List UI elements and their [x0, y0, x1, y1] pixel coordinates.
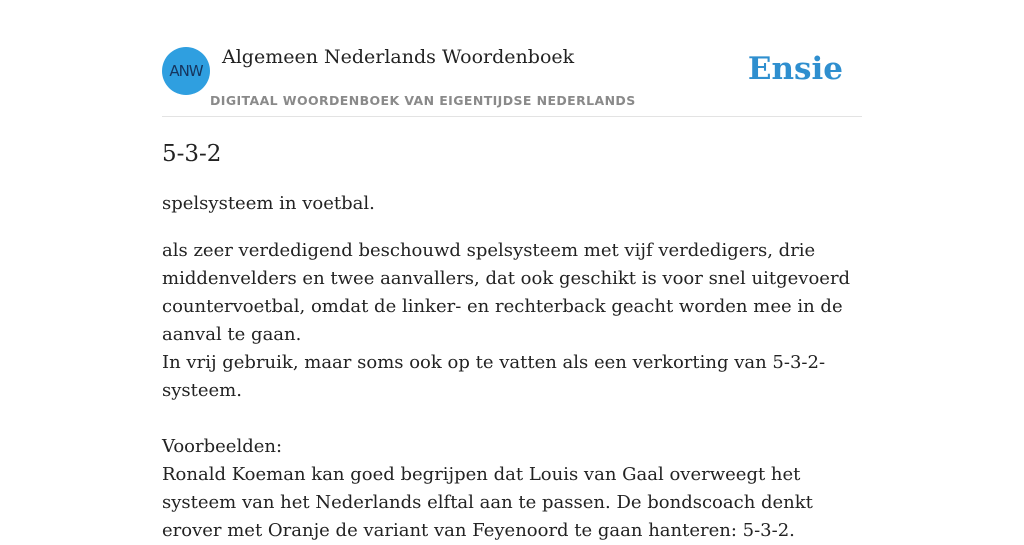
site-title[interactable]: Algemeen Nederlands Woordenboek — [222, 46, 575, 68]
ensie-brand-link[interactable]: Ensie — [747, 51, 843, 87]
entry-headword: 5-3-2 — [162, 141, 222, 167]
site-subtitle: DIGITAAL WOORDENBOEK VAN EIGENTIJDSE NEDERLANDS — [210, 93, 636, 108]
spacer — [162, 405, 867, 433]
anw-logo[interactable] — [162, 47, 210, 95]
site-header — [162, 40, 862, 117]
entry-content — [162, 138, 867, 545]
entry-explanation: als zeer verdedigend beschouwd spelsysteem met vijf verdedigers, drie middenvelders en twee aanvallers, dat ook geschikt is voor snel uitgevoerd countervoetbal, omdat de linker- en rechterback geacht worden mee in de aanval te gaan. — [162, 240, 851, 345]
examples-label: Voorbeelden: — [162, 436, 283, 457]
entry-explanation-block — [162, 237, 867, 545]
entry-usage-note: In vrij gebruik, maar soms ook op te vatten als een verkorting van 5-3-2-systeem. — [162, 352, 826, 401]
entry-definition: spelsysteem in voetbal. — [162, 193, 375, 214]
example-text: Ronald Koeman kan goed begrijpen dat Louis van Gaal overweegt het systeem van het Nederlands elftal aan te passen. De bondscoach denkt erover met Oranje de variant van Feyenoord te gaan hanteren: 5-3-2. — [162, 464, 813, 541]
logo-text: ANW — [169, 62, 203, 80]
